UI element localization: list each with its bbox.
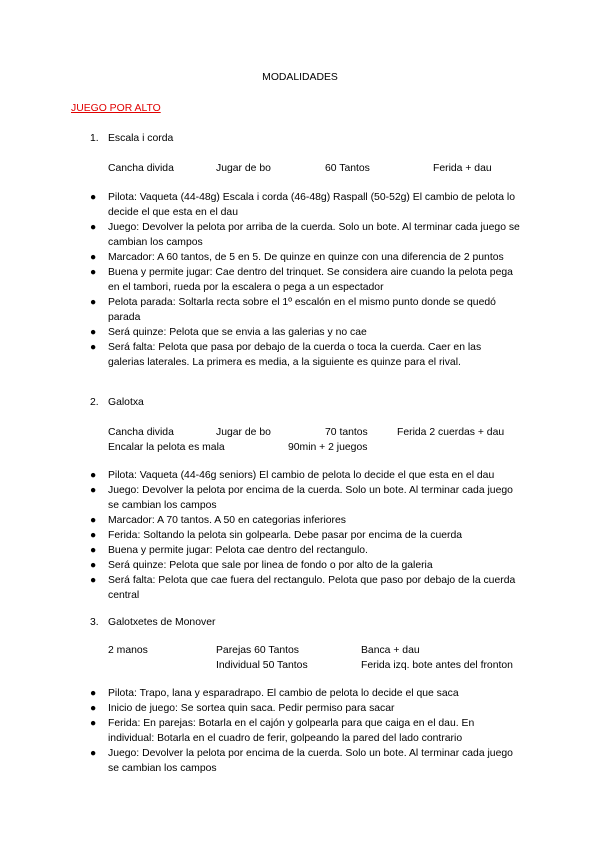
bullet-icon: ● [90, 718, 97, 729]
list-item: ● Será falta: Pelota que pasa por debajo de la cuerda o toca la cuerda. Caer en las galerias laterales. La primera es media, a la siguiente es quinze para el rival. [90, 342, 482, 368]
list-item: ● Pilota: Vaqueta (44-46g seniors) El cambio de pelota lo decide el que esta en el dau [90, 470, 495, 481]
bullet-icon: ● [90, 327, 97, 338]
item-number: 1. [90, 133, 99, 144]
list-item: ● Será falta: Pelota que cae fuera del rectangulo. Pelota que paso por debajo de la cuerda central [90, 575, 516, 601]
list-item: ● Buena y permite jugar: Pelota cae dentro del rectangulo. [90, 545, 368, 556]
bullet-icon: ● [90, 342, 97, 353]
bullet-icon: ● [90, 192, 97, 203]
item-name: Galotxetes de Monover [108, 617, 216, 628]
info-cell: Jugar de bo [216, 427, 271, 438]
rules-list [90, 190, 520, 370]
bullet-icon: ● [90, 560, 97, 571]
info-cell: Ferida + dau [433, 163, 492, 174]
list-item: ● Ferida: Soltando la pelota sin golpearla. Debe pasar por encima de la cuerda [90, 530, 463, 541]
list-item: ● Juego: Devolver la pelota por encima de la cuerda. Solo un bote. Al terminar cada juego se cambian los campos [90, 485, 513, 511]
bullet-icon: ● [90, 485, 97, 496]
list-item: ● Pilota: Vaqueta (44-48g) Escala i corda (46-48g) Raspall (50-52g) El cambio de pelota lo decide el que esta en el dau [90, 192, 515, 218]
list-item: ● Ferida: En parejas: Botarla en el cajón y golpearla para que caiga en el dau. En individual: Botarla en el cuadro de ferir, golpeando la pared del lado contrario [90, 718, 475, 744]
list-item: ● Buena y permite jugar: Cae dentro del trinquet. Se considera aire cuando la pelota pega en el tambori, rueda por la escalera o pega a un espectador [90, 267, 513, 293]
info-cell: 2 manos [108, 645, 148, 656]
list-item: ● Juego: Devolver la pelota por arriba de la cuerda. Solo un bote. Al terminar cada juego se cambian los campos [90, 222, 520, 248]
list-item: ● Será quinze: Pelota que se envia a las galerias y no cae [90, 327, 367, 338]
info-cell: Ferida izq. bote antes del fronton [361, 660, 513, 671]
info-cell: Encalar la pelota es mala [108, 442, 225, 453]
list-item: ● Será quinze: Pelota que sale por linea de fondo o por alto de la galeria [90, 560, 433, 571]
section-title: JUEGO POR ALTO [71, 103, 161, 114]
bullet-icon: ● [90, 545, 97, 556]
bullet-icon: ● [90, 267, 97, 278]
rules-list [90, 686, 520, 776]
list-item: ● Pelota parada: Soltarla recta sobre el 1º escalón en el mismo punto donde se quedó parada [90, 297, 496, 323]
info-cell: Parejas 60 Tantos [216, 645, 299, 656]
bullet-icon: ● [90, 470, 97, 481]
info-cell: 60 Tantos [325, 163, 370, 174]
info-cell: 90min + 2 juegos [288, 442, 368, 453]
bullet-icon: ● [90, 252, 97, 263]
list-item: ● Inicio de juego: Se sortea quin saca. Pedir permiso para sacar [90, 703, 395, 714]
rules-list [90, 468, 520, 603]
bullet-icon: ● [90, 515, 97, 526]
bullet-icon: ● [90, 530, 97, 541]
item-number: 3. [90, 617, 99, 628]
bullet-icon: ● [90, 222, 97, 233]
list-item: ● Juego: Devolver la pelota por encima de la cuerda. Solo un bote. Al terminar cada juego se cambian los campos [90, 748, 513, 774]
bullet-icon: ● [90, 703, 97, 714]
info-cell: 70 tantos [325, 427, 368, 438]
bullet-icon: ● [90, 748, 97, 759]
bullet-icon: ● [90, 575, 97, 586]
info-cell: Cancha divida [108, 163, 174, 174]
page-title: MODALIDADES [262, 72, 338, 83]
info-cell: Ferida 2 cuerdas + dau [397, 427, 505, 438]
item-name: Galotxa [108, 397, 144, 408]
item-name: Escala i corda [108, 133, 174, 144]
info-cell: Cancha divida [108, 427, 174, 438]
list-item: ● Marcador: A 70 tantos. A 50 en categorias inferiores [90, 515, 346, 526]
list-item: ● Pilota: Trapo, lana y esparadrapo. El cambio de pelota lo decide el que saca [90, 688, 459, 699]
list-item: ● Marcador: A 60 tantos, de 5 en 5. De quinze en quinze con una diferencia de 2 puntos [90, 252, 504, 263]
item-number: 2. [90, 397, 99, 408]
bullet-icon: ● [90, 297, 97, 308]
info-cell: Jugar de bo [216, 163, 271, 174]
info-cell: Individual 50 Tantos [216, 660, 308, 671]
info-cell: Banca + dau [361, 645, 420, 656]
bullet-icon: ● [90, 688, 97, 699]
